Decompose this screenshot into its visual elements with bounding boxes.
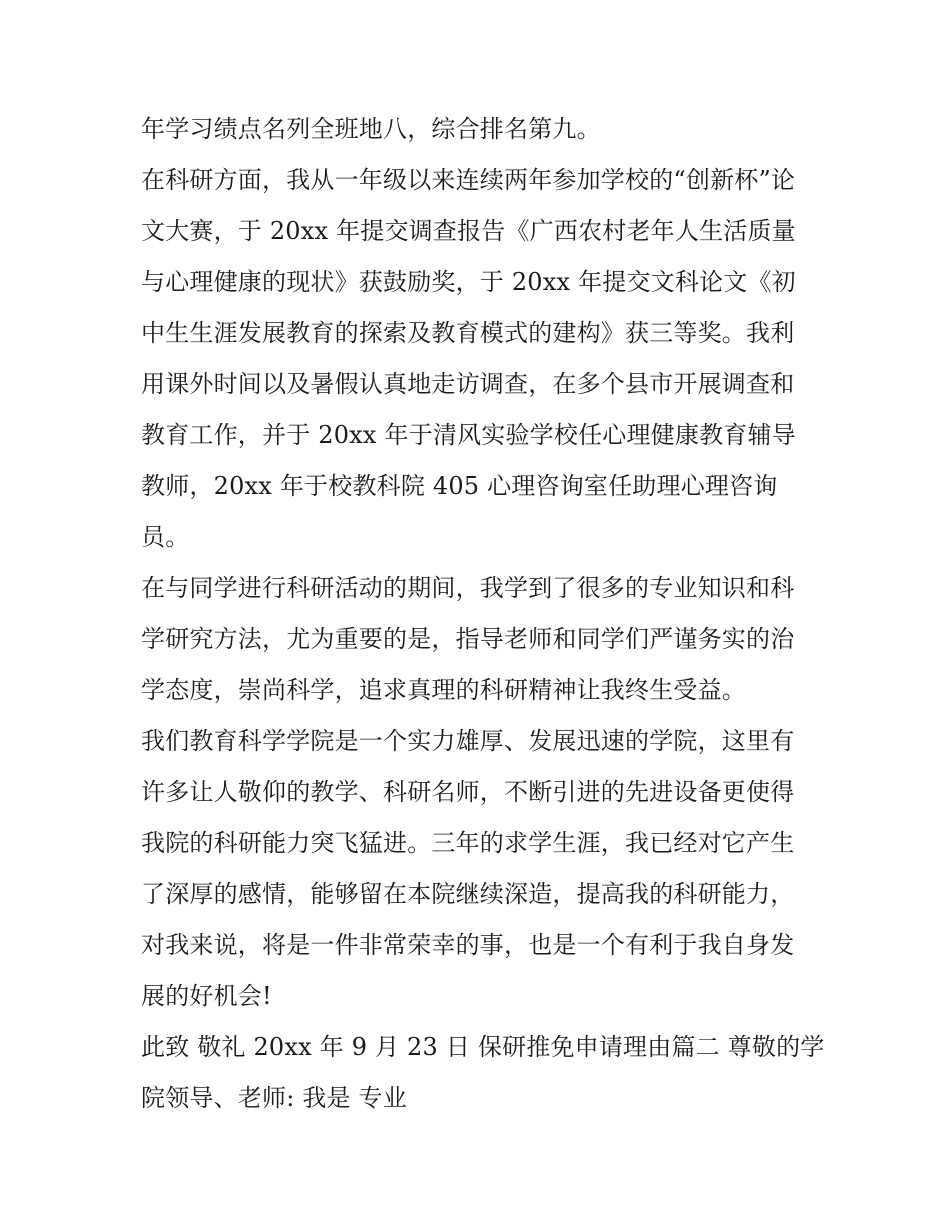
text-line: 教育工作，并于 20xx 年于清风实验学校任心理健康教育辅导: [141, 421, 796, 449]
text-line: 中生生涯发展教育的探索及教育模式的建构》获三等奖。我利: [141, 319, 795, 347]
text-line: 我们教育科学学院是一个实力雄厚、发展迅速的学院，这里有: [141, 727, 795, 755]
text-line: 此致 敬礼 20xx 年 9 月 23 日 保研推免申请理由篇二 尊敬的学: [141, 1033, 825, 1061]
text-line: 在与同学进行科研活动的期间，我学到了很多的专业知识和科: [141, 574, 795, 602]
text-line: 学研究方法，尤为重要的是，指导老师和同学们严谨务实的治: [141, 625, 795, 653]
text-line: 对我来说，将是一件非常荣幸的事，也是一个有利于我自身发: [141, 931, 795, 959]
document-body: [141, 104, 825, 1124]
text-line: 学态度，崇尚科学，追求真理的科研精神让我终生受益。: [141, 676, 746, 704]
text-line: 许多让人敬仰的教学、科研名师，不断引进的先进设备更使得: [141, 778, 795, 806]
text-line: 了深厚的感情，能够留在本院继续深造，提高我的科研能力，: [141, 880, 795, 908]
text-line: 展的好机会!: [141, 982, 272, 1010]
text-line: 文大赛，于 20xx 年提交调查报告《广西农村老年人生活质量: [141, 217, 796, 245]
text-line: 在科研方面，我从一年级以来连续两年参加学校的“创新杯”论: [141, 166, 796, 194]
text-line: 用课外时间以及暑假认真地走访调查，在多个县市开展调查和: [141, 370, 795, 398]
text-line: 与心理健康的现状》获鼓励奖，于 20xx 年提交文科论文《初: [141, 268, 796, 296]
text-line: 员。: [141, 523, 190, 551]
text-line: 我院的科研能力突飞猛进。三年的求学生涯，我已经对它产生: [141, 829, 795, 857]
text-line: 教师，20xx 年于校教科院 405 心理咨询室任助理心理咨询: [141, 472, 778, 500]
text-line: 年学习绩点名列全班地八，综合排名第九。: [141, 115, 601, 143]
text-line: 院领导、老师: 我是 专业: [141, 1084, 407, 1112]
